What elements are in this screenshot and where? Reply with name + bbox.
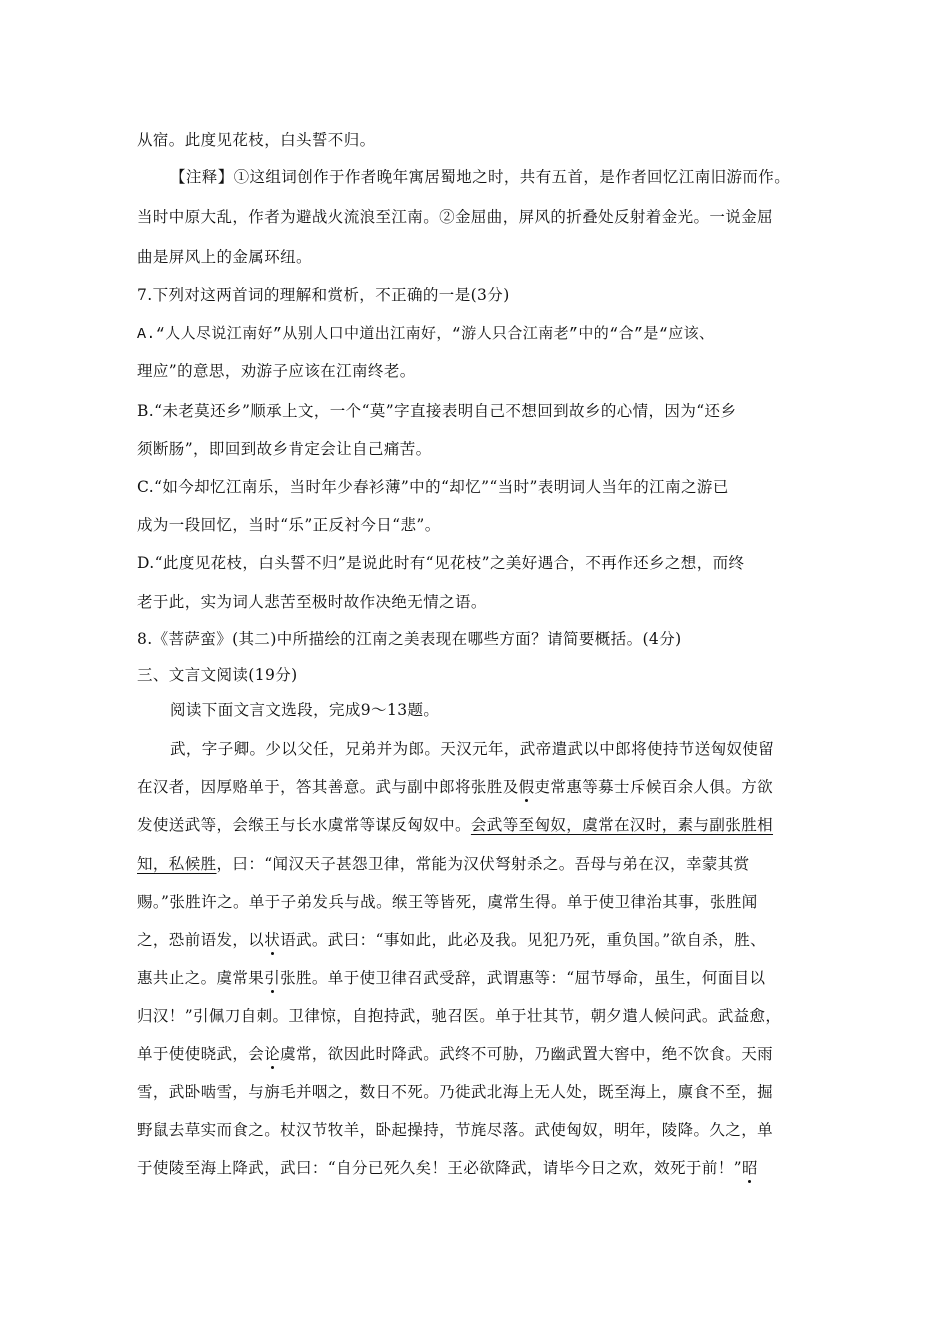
passage-line-4 <box>137 852 750 874</box>
passage-line-3 <box>137 813 773 835</box>
underlined-sentence: 会武等至匈奴，虞常在汉时，素与副张胜相 <box>470 816 774 834</box>
dotted-character: 论 <box>264 1045 281 1063</box>
passage-line-2 <box>137 775 773 797</box>
dotted-character: 昭 <box>741 1159 758 1177</box>
question-7-stem: 7.下列对这两首词的理解和赏析，不正确的一是(3分) <box>137 286 510 304</box>
notes-line-2: 当时中原大乱，作者为避战火流浪至江南。②金屈曲，屏风的折叠处反射着金光。一说金屈 <box>137 208 774 226</box>
notes-line-3: 曲是屏风上的金属环纽。 <box>137 248 312 266</box>
option-c-line-2: 成为一段回忆，当时“乐”正反衬今日“悲”。 <box>137 516 441 534</box>
passage-text: 在汉者，因厚赂单于，答其善意。武与副中郎将张胜及 <box>137 778 519 796</box>
underlined-sentence: 知，私候胜 <box>137 855 217 873</box>
passage-line-9 <box>137 1042 773 1064</box>
passage-line-12 <box>137 1156 758 1178</box>
passage-text: 张胜。单于使卫律召武受辞，武谓惠等：“屈节辱命，虽生，何面目以 <box>280 969 766 987</box>
section-3-instruction: 阅读下面文言文选段，完成9～13题。 <box>170 701 440 719</box>
passage-line-1: 武，字子卿。少以父任，兄弟并为郎。天汉元年，武帝遣武以中郎将使持节送匈奴使留 <box>170 740 775 758</box>
option-d-line-1: D.“此度见花枝，白头誓不归”是说此时有“见花枝”之美好遇合，不再作还乡之想，而终 <box>137 554 745 572</box>
passage-line-10: 雪，武卧啮雪，与旃毛并咽之，数日不死。乃徙武北海上无人处，既至海上，廪食不至，掘 <box>137 1083 774 1101</box>
question-8: 8.《菩萨蛮》(其二)中所描绘的江南之美表现在哪些方面？请简要概括。(4分) <box>137 630 682 648</box>
passage-text: 发使送武等，会缑王与长水虞常等谋反匈奴中。 <box>137 816 471 834</box>
option-b-line-2: 须断肠”，即回到故乡肯定会让自己痛苦。 <box>137 440 432 458</box>
option-c-line-1: C.“如今却忆江南乐，当时年少春衫薄”中的“却忆”“当时”表明词人当年的江南之游已 <box>137 478 729 496</box>
option-b-line-1: B.“未老莫还乡”顺承上文，一个“莫”字直接表明自己不想回到故乡的心情，因为“还乡 <box>137 402 737 420</box>
dotted-character: 引 <box>264 969 281 987</box>
section-3-heading: 三、文言文阅读(19分) <box>137 666 298 684</box>
passage-line-11: 野鼠去草实而食之。杖汉节牧羊，卧起操持，节旄尽落。武使匈奴，明年，陵降。久之，单 <box>137 1121 774 1139</box>
passage-line-7 <box>137 966 765 988</box>
poem-tail-line: 从宿。此度见花枝，白头誓不归。 <box>137 131 376 149</box>
passage-line-8: 归汉！”引佩刀自刺。卫律惊，自抱持武，驰召医。单于壮其节，朝夕遣人候问武。武益愈， <box>137 1007 782 1025</box>
passage-line-6 <box>137 928 766 950</box>
passage-text: 于使陵至海上降武，武曰：“自分已死久矣！王必欲降武，请毕今日之欢，效死于前！” <box>137 1159 742 1177</box>
option-a-line-2: 理应”的意思，劝游子应该在江南终老。 <box>137 362 416 380</box>
passage-text: ，曰：“闻汉天子甚怨卫律，常能为汉伏弩射杀之。吾母与弟在汉，幸蒙其赏 <box>216 855 750 873</box>
passage-text: 虞常，欲因此时降武。武终不可胁，乃幽武置大窖中，绝不饮食。天雨 <box>280 1045 774 1063</box>
passage-line-5: 赐。”张胜许之。单于子弟发兵与战。缑王等皆死，虞常生得。单于使卫律治其事，张胜闻 <box>137 893 758 911</box>
option-d-line-2: 老于此，实为词人悲苦至极时故作决绝无情之语。 <box>137 593 487 611</box>
passage-text: 之，恐前语发，以 <box>137 931 265 949</box>
passage-text: 单于使使晓武，会 <box>137 1045 265 1063</box>
passage-text: 吏常惠等募士斥候百余人俱。方欲 <box>534 778 774 796</box>
option-a-text-1: A.“人人尽说江南好”从别人口中道出江南好，“游人只合江南老”中的“合”是“应该、 <box>137 326 715 343</box>
passage-text: 语武。武曰：“事如此，此必及我。见犯乃死，重负国。”欲自杀，胜、 <box>280 931 767 949</box>
notes-line-1: 【注释】①这组词创作于作者晚年寓居蜀地之时，共有五首，是作者回忆江南旧游而作。 <box>170 168 791 186</box>
option-a-line-1 <box>137 322 714 343</box>
passage-text: 惠共止之。虞常果 <box>137 969 265 987</box>
dotted-character: 状 <box>264 931 281 949</box>
dotted-character: 假 <box>518 778 535 796</box>
